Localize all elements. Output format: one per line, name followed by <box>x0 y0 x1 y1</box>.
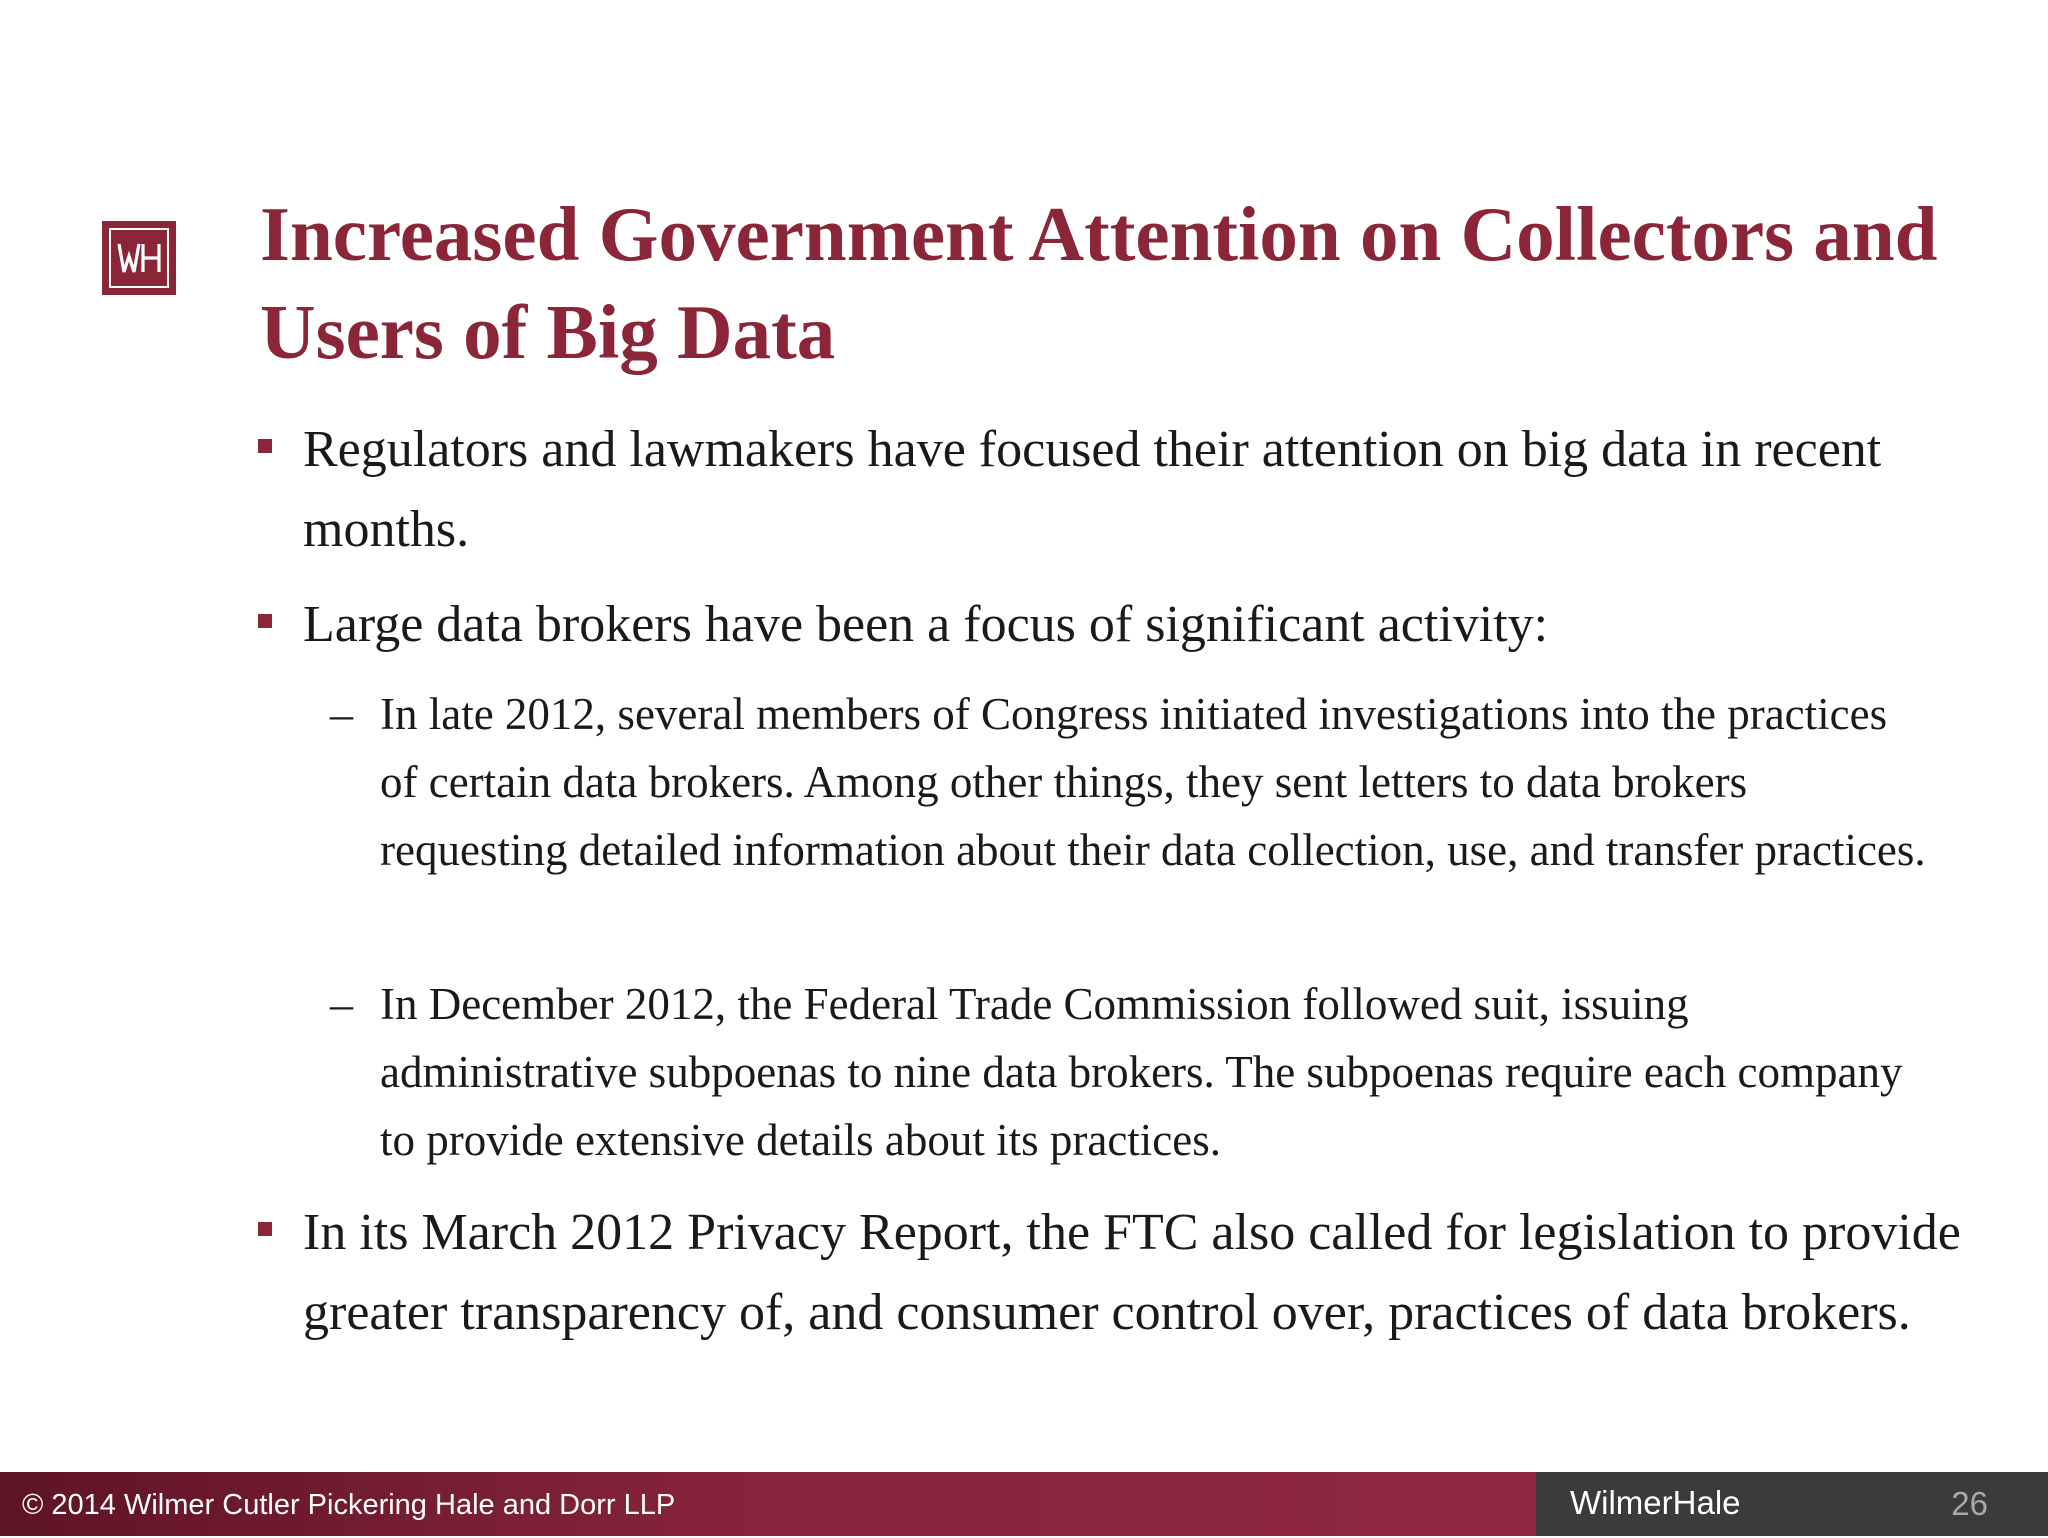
sub-bullet-text: In December 2012, the Federal Trade Commission followed suit, issuing administrative subpoenas to nine data brokers. The subpoenas require each company to provide extensive details about its practices. <box>380 979 1903 1165</box>
sub-bullet-text: In late 2012, several members of Congress initiated investigations into the practices of certain data brokers. Among other things, they sent letters to data brokers requesting detailed information about their data collection, use, and transfer practices. <box>380 689 1926 875</box>
sub-bullet-dash: – <box>330 688 353 739</box>
wh-monogram <box>113 234 165 282</box>
bullet-text: Large data brokers have been a focus of significant activity: <box>303 596 1549 653</box>
copyright-notice: © 2014 Wilmer Cutler Pickering Hale and Dorr LLP <box>22 1489 676 1521</box>
slide-title: Increased Government Attention on Collectors and Users of Big Data <box>260 191 1938 375</box>
bullet-square <box>258 439 272 453</box>
bullet-text: In its March 2012 Privacy Report, the FTC also called for legislation to provide greater transparency of, and consumer control over, practices of data brokers. <box>303 1204 1961 1341</box>
sub-bullet-dash: – <box>330 978 353 1029</box>
wilmerhale-logo-icon <box>102 221 176 295</box>
bullet-square <box>258 614 272 628</box>
footer-brand: WilmerHale <box>1570 1484 1741 1521</box>
bullet-text: Regulators and lawmakers have focused their attention on big data in recent months. <box>303 421 1882 558</box>
slide-footer <box>0 1472 2048 1536</box>
page-number: 26 <box>1951 1485 1988 1522</box>
footer-left-band <box>0 1472 1536 1536</box>
bullet-square <box>258 1222 272 1236</box>
